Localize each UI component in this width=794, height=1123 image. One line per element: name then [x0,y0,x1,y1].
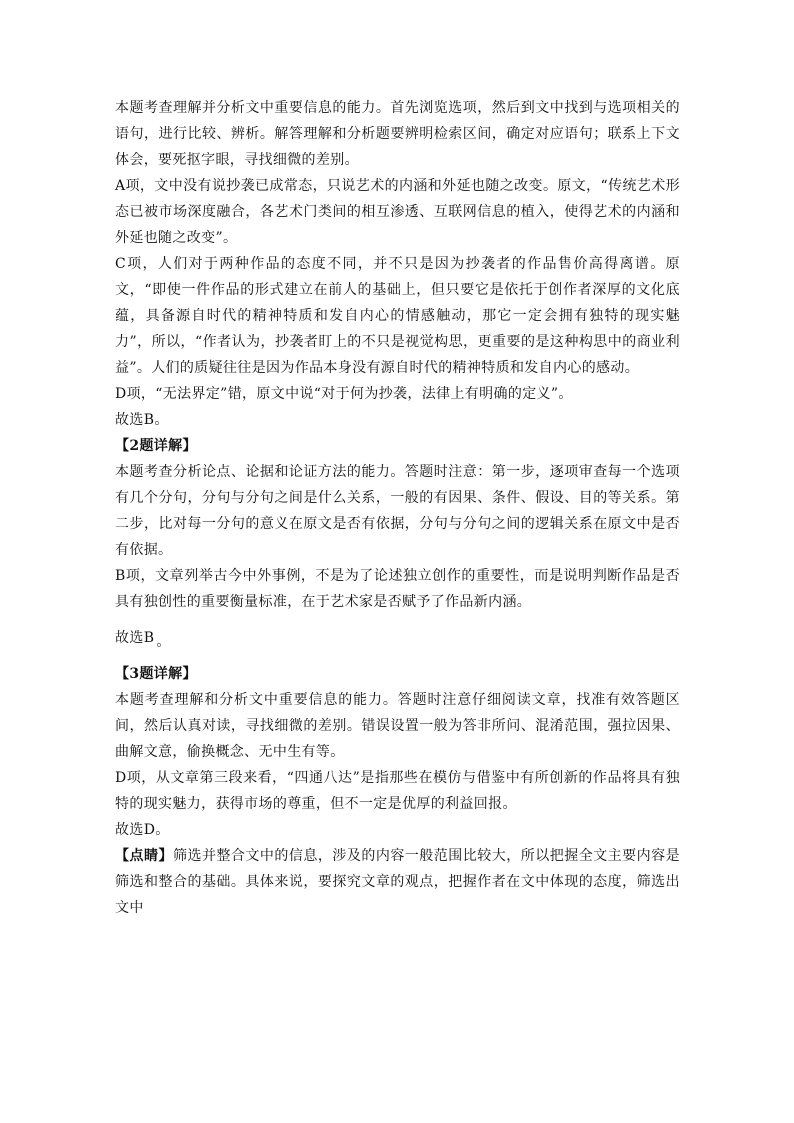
document-body [115,95,680,921]
section-3-option-d: D项，从文章第三段来看，“四通八达”是指那些在模仿与借鉴中有所创新的作品将具有独特的现实魅力，获得市场的尊重，但不一定是优厚的利益回报。 [115,770,680,812]
tip-label: 【点睛】 [115,848,173,864]
answer-q1: 故选B。 [115,412,169,428]
section-2-option-b: B项，文章列举古今中外事例，不是为了论述独立创作的重要性，而是说明判断作品是否具有独创性的重要衡量标准，在于艺术家是否赋予了作品新内涵。 [115,568,680,610]
answer-q3: 故选D。 [115,822,170,838]
section-2-paragraph: 本题考查分析论点、论据和论证方法的能力。答题时注意：第一步，逐项审查每一个选项有几个分句，分句与分句之间是什么关系，一般的有因果、条件、假设、目的等关系。第二步，比对每一分句的意义在原文是否有依据，分句与分句之间的逻辑关系在原文中是否有依据。 [115,464,680,558]
tip-text: 筛选并整合文中的信息，涉及的内容一般范围比较大，所以把握全文主要内容是筛选和整合的基础。具体来说，要探究文章的观点，把握作者在文中体现的态度，筛选出文中 [115,848,680,916]
section-3-heading: 【3题详解】 [115,666,197,682]
paragraph-option-a: A项，文中没有说抄袭已成常态，只说艺术的内涵和外延也随之改变。原文，“传统艺术形态已被市场深度融合，各艺术门类间的相互渗透、互联网信息的植入，使得艺术的内涵和外延也随之改变”。 [115,178,680,246]
answer-q2-suffix: 。 [156,634,171,650]
section-3-paragraph: 本题考查理解和分析文中重要信息的能力。答题时注意仔细阅读文章，找准有效答题区间，然后认真对读，寻找细微的差别。错误设置一般为答非所问、混淆范围，强拉因果、曲解文意，偷换概念、无中生有等。 [115,692,680,760]
paragraph-intro: 本题考查理解并分析文中重要信息的能力。首先浏览选项，然后到文中找到与选项相关的语句，进行比较、辨析。解答理解和分析题要辨明检索区间，确定对应语句；联系上下文体会，要死抠字眼，寻找细微的差别。 [115,100,680,168]
paragraph-option-c: C项，人们对于两种作品的态度不同，并不只是因为抄袭者的作品售价高得离谱。原文，“即使一件作品的形式建立在前人的基础上，但只要它是依托于创作者深厚的文化底蕴，具备源自时代的精神特质和发自内心的情感触动，那它一定会拥有独特的现实魅力”，所以，“作者认为，抄袭者盯上的不只是视觉构思，更重要的是这种构思中的商业利益”。人们的质疑往往是因为作品本身没有源自时代的精神特质和发自内心的感动。 [115,256,680,376]
section-2-heading: 【2题详解】 [115,438,197,454]
spacer [115,615,680,625]
spacer [115,651,680,661]
tip-paragraph [115,843,680,921]
answer-q2-text: 故选B [115,630,155,646]
paragraph-option-d: D项，“无法界定”错，原文中说“对于何为抄袭，法律上有明确的定义”。 [115,386,573,402]
answer-q2 [115,625,680,651]
